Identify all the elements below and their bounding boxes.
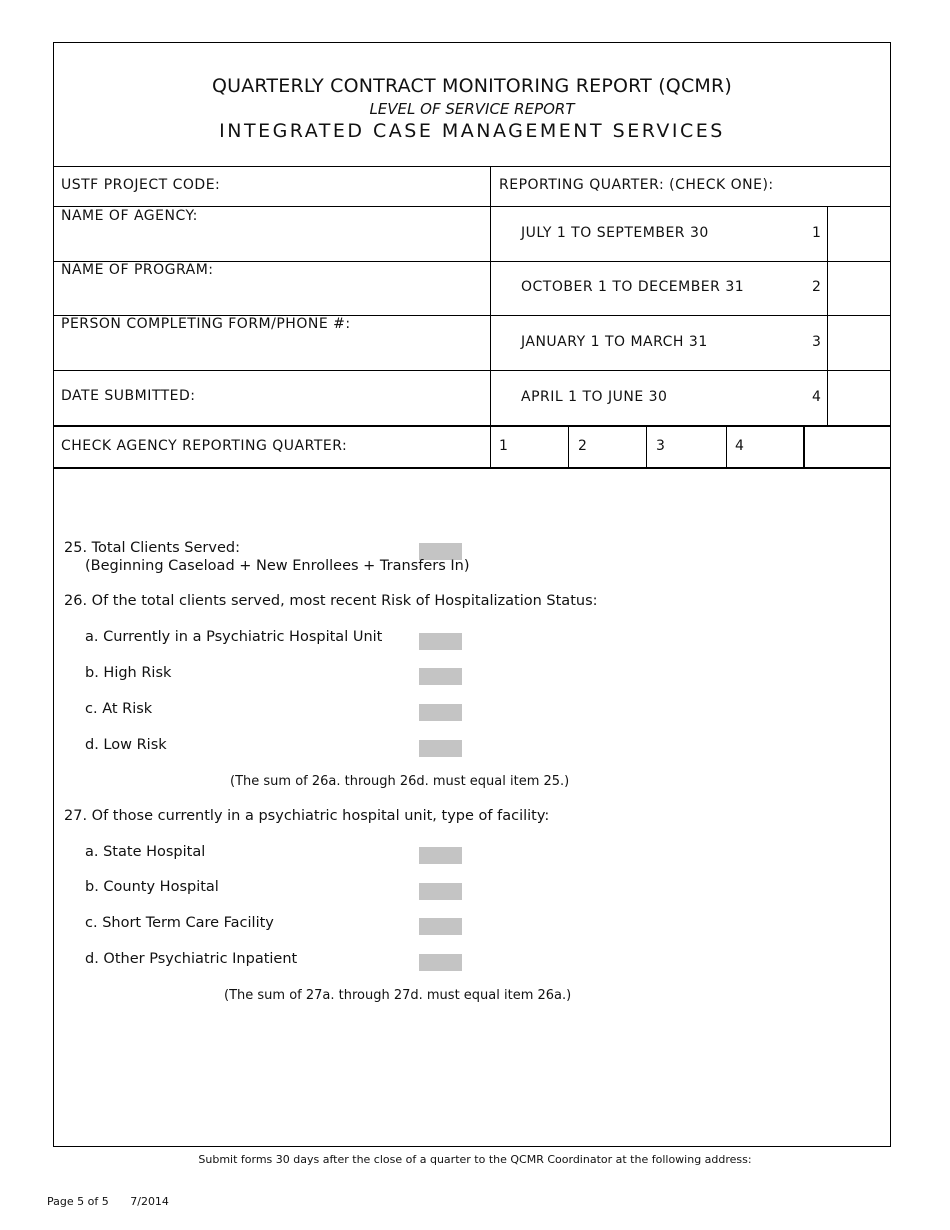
agency-quarter-label: CHECK AGENCY REPORTING QUARTER:: [61, 438, 348, 454]
agency-quarter-option[interactable]: 2: [578, 438, 588, 454]
item-25-subtext: (Beginning Caseload + New Enrollees + Transfers In): [85, 558, 470, 574]
quarter-checkbox[interactable]: [829, 207, 891, 261]
quarter-option-label: JULY 1 TO SEPTEMBER 30: [521, 225, 709, 241]
person-completing-label[interactable]: PERSON COMPLETING FORM/PHONE #:: [61, 316, 351, 332]
column-divider: [827, 206, 828, 426]
item-27a-input[interactable]: [419, 847, 462, 864]
item-27-note: (The sum of 27a. through 27d. must equal item 26a.): [224, 988, 572, 1003]
item-26-note: (The sum of 26a. through 26d. must equal item 25.): [230, 774, 570, 789]
column-divider: [726, 426, 727, 468]
divider: [54, 467, 890, 469]
page-footer: [47, 1195, 187, 1208]
agency-quarter-option[interactable]: 4: [735, 438, 745, 454]
program-name-label[interactable]: NAME OF PROGRAM:: [61, 262, 214, 278]
quarter-checkbox[interactable]: [829, 262, 891, 315]
page-number: Page 5 of 5: [47, 1195, 109, 1208]
form-title: QUARTERLY CONTRACT MONITORING REPORT (QCMR): [211, 75, 733, 97]
form-header: [54, 43, 890, 167]
form-frame: [53, 42, 891, 1147]
date-submitted-label[interactable]: DATE SUBMITTED:: [61, 388, 196, 404]
agency-name-label[interactable]: NAME OF AGENCY:: [61, 208, 198, 224]
column-divider: [803, 426, 805, 468]
item-27c-label: c. Short Term Care Facility: [85, 915, 274, 931]
quarter-option-number: 3: [812, 334, 821, 350]
item-26a-input[interactable]: [419, 633, 462, 650]
divider: [54, 166, 890, 167]
column-divider: [568, 426, 569, 468]
item-27b-input[interactable]: [419, 883, 462, 900]
item-26-label: 26. Of the total clients served, most recent Risk of Hospitalization Status:: [64, 593, 598, 609]
divider: [54, 206, 890, 207]
ustf-code-label[interactable]: USTF PROJECT CODE:: [61, 177, 221, 193]
item-26a-label: a. Currently in a Psychiatric Hospital Unit: [85, 629, 383, 645]
item-26d-input[interactable]: [419, 740, 462, 757]
quarter-option-label: JANUARY 1 TO MARCH 31: [521, 334, 708, 350]
divider: [54, 370, 890, 371]
agency-quarter-option[interactable]: 3: [656, 438, 666, 454]
quarter-option-label: APRIL 1 TO JUNE 30: [521, 389, 668, 405]
item-27b-label: b. County Hospital: [85, 879, 219, 895]
item-27d-input[interactable]: [419, 954, 462, 971]
item-26b-input[interactable]: [419, 668, 462, 685]
program-type-title: INTEGRATED CASE MANAGEMENT SERVICES: [219, 120, 725, 142]
column-divider: [490, 166, 491, 468]
item-27d-label: d. Other Psychiatric Inpatient: [85, 951, 298, 967]
item-27c-input[interactable]: [419, 918, 462, 935]
form-revision-date: 7/2014: [130, 1195, 169, 1208]
item-25-label: 25. Total Clients Served:: [64, 540, 240, 556]
item-26c-input[interactable]: [419, 704, 462, 721]
agency-quarter-option[interactable]: 1: [499, 438, 509, 454]
reporting-quarter-heading: REPORTING QUARTER: (CHECK ONE):: [499, 177, 774, 193]
quarter-option-number: 1: [812, 225, 821, 241]
item-26c-label: c. At Risk: [85, 701, 153, 717]
item-27-label: 27. Of those currently in a psychiatric hospital unit, type of facility:: [64, 808, 550, 824]
quarter-checkbox[interactable]: [829, 316, 891, 370]
quarter-option-number: 4: [812, 389, 821, 405]
item-27a-label: a. State Hospital: [85, 844, 206, 860]
submission-instructions: Submit forms 30 days after the close of a quarter to the QCMR Coordinator at the following address:: [198, 1153, 752, 1166]
item-26b-label: b. High Risk: [85, 665, 172, 681]
quarter-option-label: OCTOBER 1 TO DECEMBER 31: [521, 279, 745, 295]
quarter-checkbox[interactable]: [829, 371, 891, 425]
divider: [54, 425, 890, 427]
form-subtitle: LEVEL OF SERVICE REPORT: [369, 100, 575, 118]
item-26d-label: d. Low Risk: [85, 737, 167, 753]
quarter-option-number: 2: [812, 279, 821, 295]
column-divider: [646, 426, 647, 468]
